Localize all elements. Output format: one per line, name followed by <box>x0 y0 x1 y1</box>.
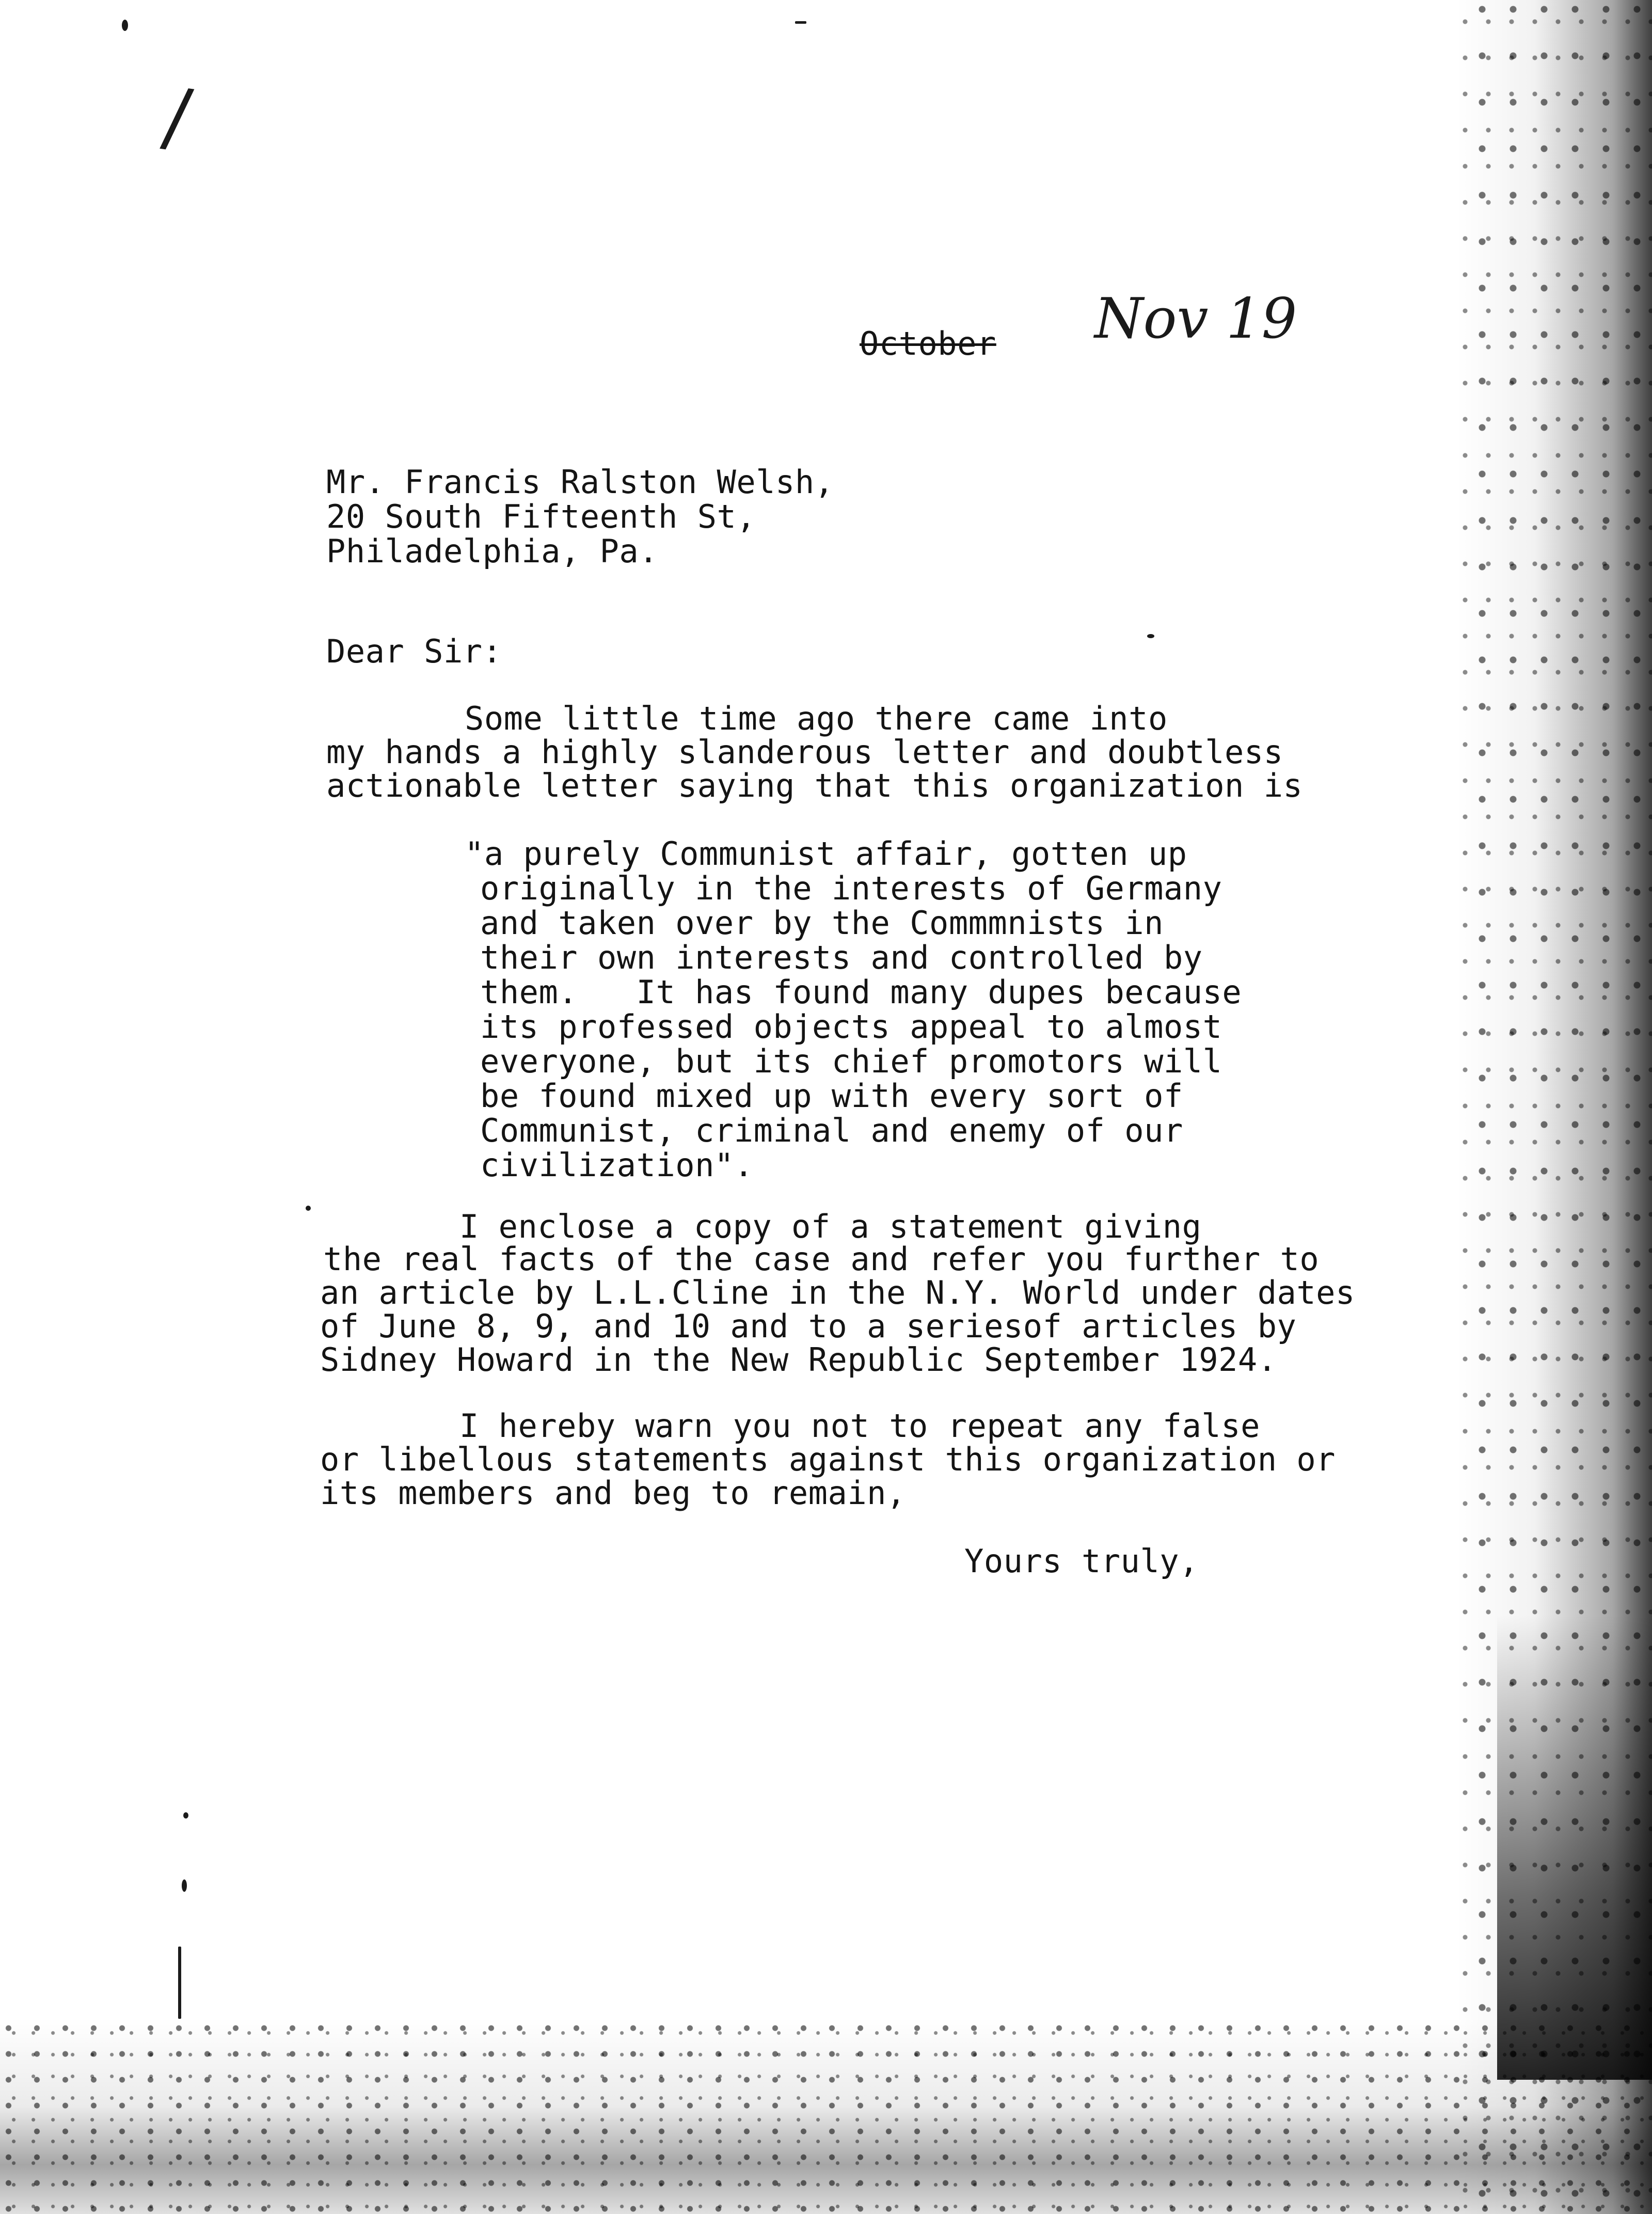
struck-date: October <box>860 325 996 362</box>
quote-line-3: and taken over by the Commmnists in <box>480 904 1164 942</box>
paragraph-3-line-3: its members and beg to remain, <box>320 1474 906 1512</box>
ink-speck <box>182 1879 187 1892</box>
scan-corner-dark <box>1497 1615 1652 2080</box>
ink-speck <box>1147 634 1154 638</box>
quote-line-9: Communist, criminal and enemy of our <box>480 1112 1183 1149</box>
ink-speck <box>795 21 806 24</box>
addressee-line-3: Philadelphia, Pa. <box>326 532 659 570</box>
quote-line-7: everyone, but its chief promotors will <box>480 1042 1222 1080</box>
quote-line-6: its professed objects appeal to almost <box>480 1008 1222 1046</box>
quote-line-4: their own interests and controlled by <box>480 939 1203 976</box>
ink-speck <box>183 1812 188 1818</box>
paragraph-1-line-2: my hands a highly slanderous letter and doubtless <box>326 733 1283 771</box>
quote-line-10: civilization". <box>480 1146 754 1184</box>
addressee-line-2: 20 South Fifteenth St, <box>326 498 756 535</box>
corner-slash-mark: / <box>158 71 197 164</box>
closing: Yours truly, <box>964 1542 1199 1580</box>
ink-speck <box>122 20 128 31</box>
ink-mark <box>178 1947 181 2019</box>
paragraph-1-line-1: Some little time ago there came into <box>465 700 1168 737</box>
handwritten-date: Nov 19 <box>1094 287 1297 351</box>
paragraph-2-line-4: of June 8, 9, and 10 and to a seriesof articles by <box>320 1307 1297 1345</box>
addressee-line-1: Mr. Francis Ralston Welsh, <box>326 463 834 501</box>
quote-line-2: originally in the interests of Germany <box>480 869 1222 907</box>
salutation: Dear Sir: <box>326 632 502 670</box>
ink-speck <box>306 1206 311 1211</box>
quote-line-8: be found mixed up with every sort of <box>480 1077 1183 1115</box>
quote-line-1: "a purely Communist affair, gotten up <box>465 835 1187 873</box>
paragraph-2-line-3: an article by L.L.Cline in the N.Y. World under dates <box>320 1274 1355 1311</box>
paragraph-2-line-1: I enclose a copy of a statement giving <box>459 1208 1202 1245</box>
paragraph-3-line-1: I hereby warn you not to repeat any false <box>459 1407 1260 1445</box>
paragraph-3-line-2: or libellous statements against this organization or <box>320 1441 1336 1478</box>
paragraph-2-line-5: Sidney Howard in the New Republic September 1924. <box>320 1341 1277 1379</box>
quote-line-5: them. It has found many dupes because <box>480 973 1242 1011</box>
scan-edge-bottom <box>0 2018 1652 2214</box>
paragraph-1-line-3: actionable letter saying that this organization is <box>326 767 1303 804</box>
paragraph-2-line-2: the real facts of the case and refer you further to <box>323 1240 1320 1278</box>
